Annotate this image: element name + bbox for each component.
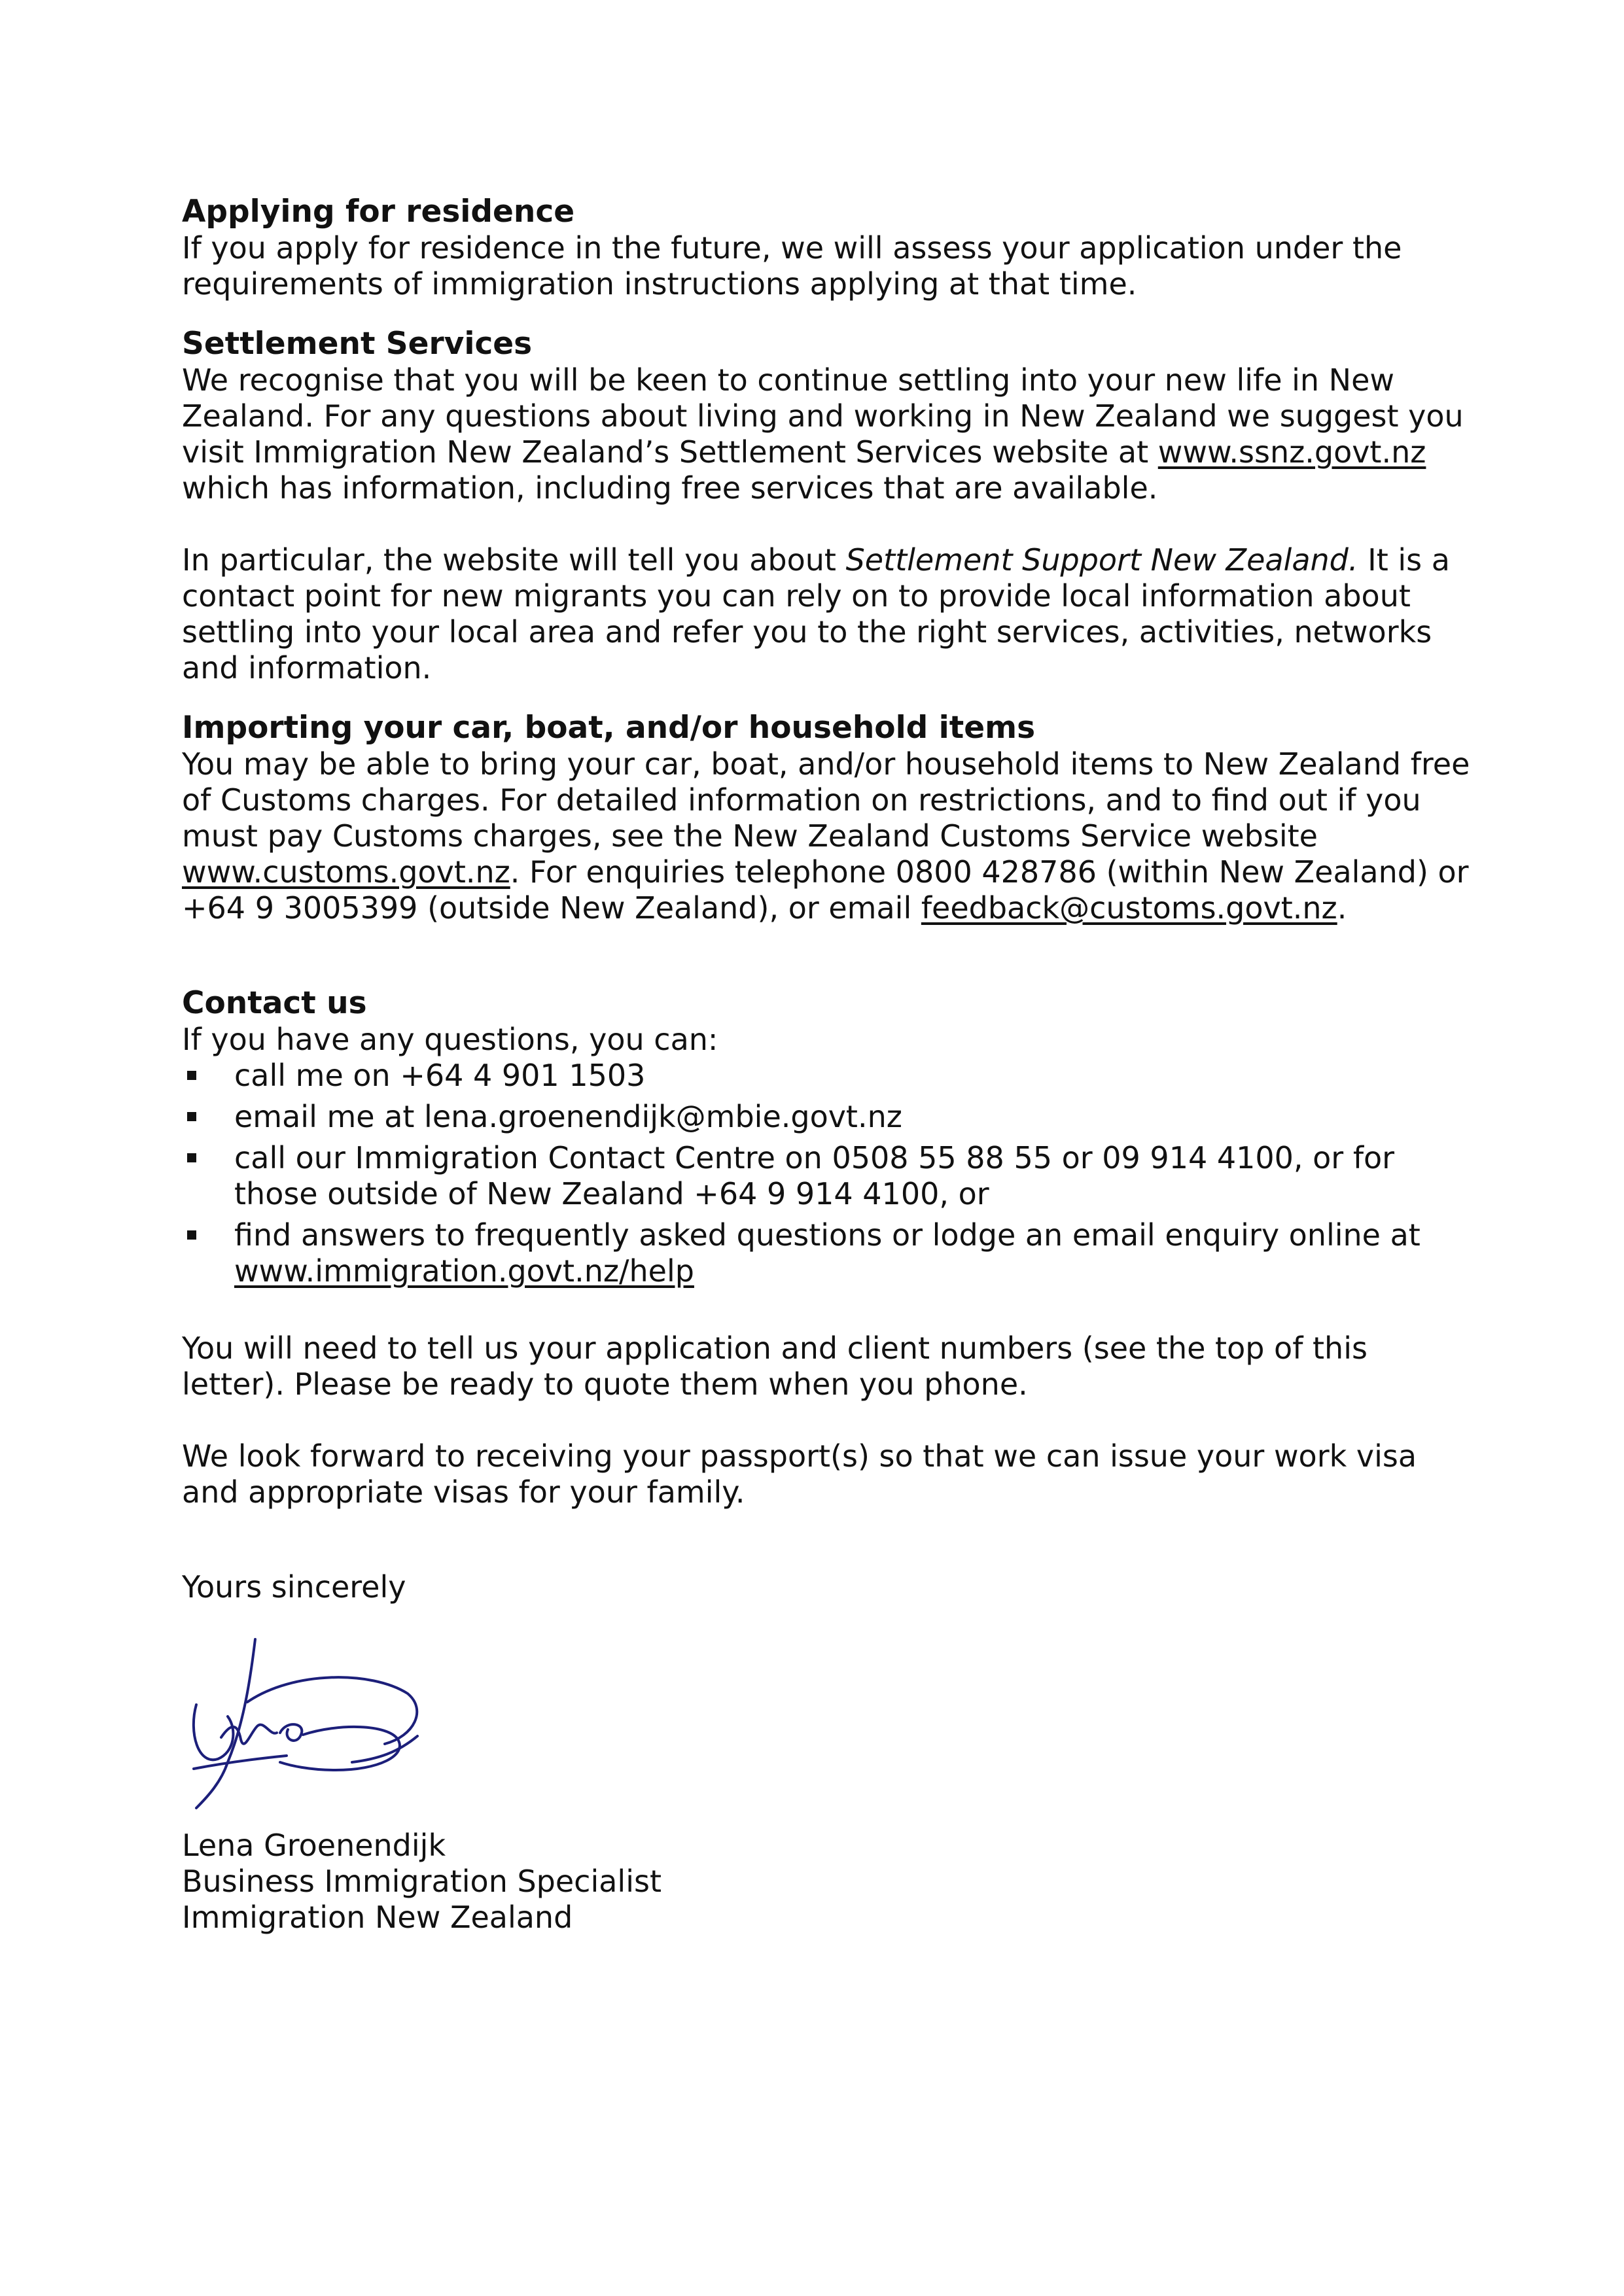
contact-list bbox=[182, 1058, 1477, 1289]
settlement-text: We recognise that you will be keen to continue settling into your new life in New Zealand. For any questions about living and working in New Zealand we suggest you visit Immigration New Zealand’s Settlement Services website at bbox=[182, 362, 1464, 470]
contact-item-text: call me on +64 4 901 1503 bbox=[234, 1058, 646, 1093]
square-bullet-icon bbox=[187, 1153, 196, 1162]
settlement-support-name: Settlement Support New Zealand. bbox=[845, 542, 1358, 578]
square-bullet-icon bbox=[187, 1071, 196, 1080]
contact-item-text: find answers to frequently asked questions or lodge an email enquiry online at bbox=[234, 1217, 1421, 1253]
settlement-paragraph-1 bbox=[182, 362, 1477, 506]
signatory-name: Lena Groenendijk bbox=[182, 1828, 446, 1863]
signatory-title: Business Immigration Specialist bbox=[182, 1864, 662, 1899]
handwritten-signature bbox=[182, 1625, 431, 1821]
importing-text: You may be able to bring your car, boat, and/or household items to New Zealand free of Customs charges. For detailed information on restrictions, and to find out if you must pay Customs charges, see the New Zealand Customs Service website bbox=[182, 746, 1470, 854]
list-item bbox=[182, 1140, 1477, 1212]
ssnz-link[interactable]: www.ssnz.govt.nz bbox=[1157, 434, 1426, 470]
list-item bbox=[182, 1058, 1477, 1094]
residence-heading: Applying for residence bbox=[182, 194, 575, 230]
settlement-heading: Settlement Services bbox=[182, 326, 533, 362]
settlement-text: In particular, the website will tell you about bbox=[182, 542, 846, 578]
square-bullet-icon bbox=[187, 1230, 196, 1240]
importing-body bbox=[182, 746, 1477, 926]
signatory-organisation: Immigration New Zealand bbox=[182, 1900, 573, 1935]
importing-text: . For enquiries telephone 0800 428786 (within New Zealand) or +64 9 3005399 (outside New Zealand), or email bbox=[182, 854, 1469, 926]
immigration-help-link[interactable]: www.immigration.govt.nz/help bbox=[234, 1253, 694, 1289]
customs-link[interactable]: www.customs.govt.nz bbox=[182, 854, 510, 890]
contact-item-text: call our Immigration Contact Centre on 0508 55 88 55 or 09 914 4100, or for those outside of New Zealand +64 9 914 4100, or bbox=[234, 1140, 1395, 1211]
letter-page bbox=[182, 194, 1477, 1936]
square-bullet-icon bbox=[187, 1112, 196, 1121]
contact-intro: If you have any questions, you can: bbox=[182, 1022, 718, 1057]
customs-email-link[interactable]: feedback@customs.govt.nz bbox=[921, 890, 1337, 926]
settlement-text: It is a contact point for new migrants you can rely on to provide local information about settling into your local area and refer you to the right services, activities, networks and information. bbox=[182, 542, 1450, 686]
residence-body: If you apply for residence in the future, we will assess your application under the requirements of immigration instructions applying at that time. bbox=[182, 230, 1402, 302]
list-item bbox=[182, 1099, 1477, 1135]
list-item bbox=[182, 1217, 1477, 1289]
importing-text: . bbox=[1337, 890, 1347, 926]
closing-paragraph-1: You will need to tell us your application and client numbers (see the top of this letter). Please be ready to quote them when you phone. bbox=[182, 1331, 1368, 1402]
settlement-text: which has information, including free services that are available. bbox=[182, 470, 1158, 506]
settlement-paragraph-2 bbox=[182, 542, 1477, 686]
contact-heading: Contact us bbox=[182, 985, 367, 1021]
importing-heading: Importing your car, boat, and/or household items bbox=[182, 710, 1036, 746]
salutation: Yours sincerely bbox=[182, 1569, 406, 1605]
contact-item-text: email me at lena.groenendijk@mbie.govt.nz bbox=[234, 1099, 902, 1134]
closing-paragraph-2: We look forward to receiving your passport(s) so that we can issue your work visa and appropriate visas for your family. bbox=[182, 1438, 1417, 1510]
